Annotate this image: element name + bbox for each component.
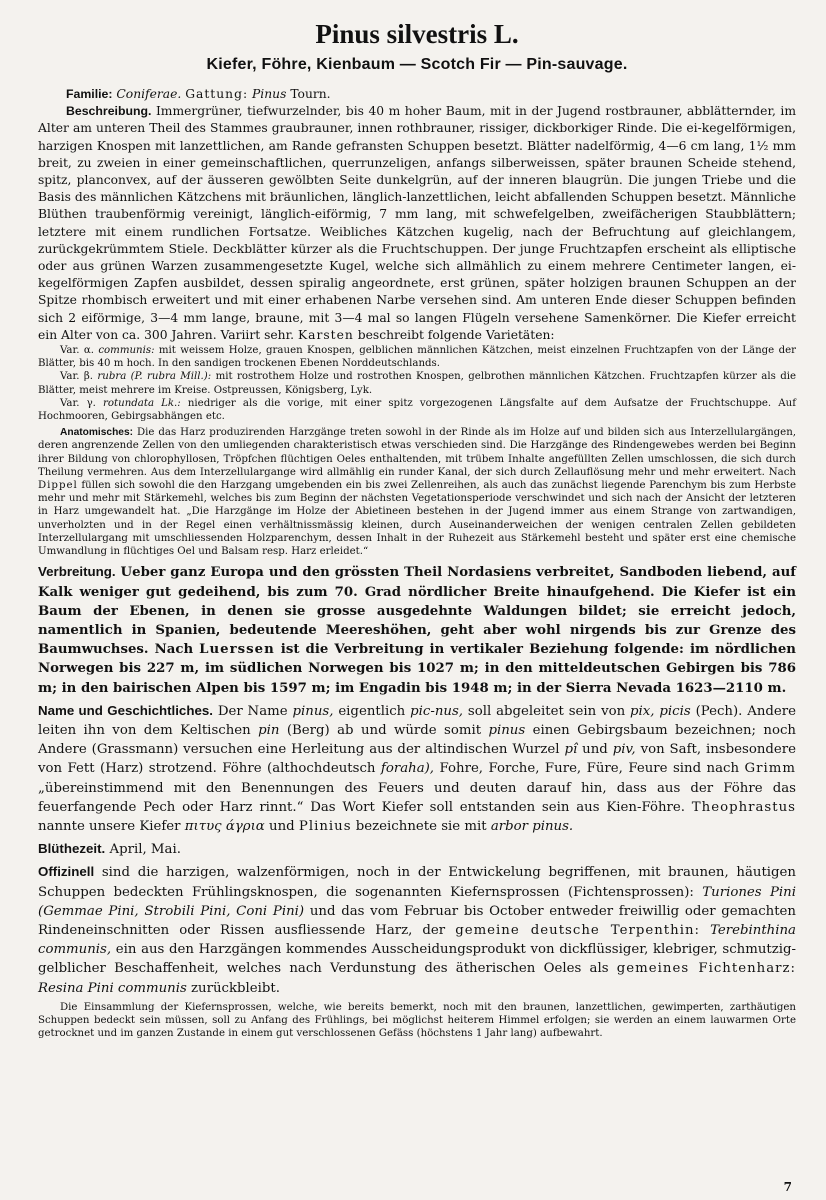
variety-item	[38, 344, 796, 370]
variety-text: mit weissem Holze, grauen Knospen, gelblichen männlichen Kätzchen, meist einzelnen Fruchtzapfen von der Länge der Blätter, bis 40 m hoch. In den sandigen trockenen Ebenen Norddeutschlands.	[38, 345, 796, 370]
bluethezeit-paragraph	[38, 839, 796, 859]
latin-term: pix, picis	[630, 703, 691, 719]
text-run: nannte unsere Kiefer	[38, 818, 181, 834]
variety-prefix: Var. γ.	[60, 397, 96, 409]
text-run: eigentlich	[338, 703, 406, 719]
offizinell-paragraph	[38, 862, 796, 997]
text-run: einen Gebirgsbaum bezeichnen; noch Andere (Grassmann) versuchen eine Herleitung aus der altindischen Wurzel	[38, 722, 796, 758]
familie-line	[38, 86, 796, 103]
beschreibung-karsten: Karsten	[297, 327, 354, 342]
verbreitung-text2: ist die Verbreitung in vertikaler Beziehung folgende: im nördlichen Norwegen bis 227 m, im südlichen Norwegen bis 1027 m; in den mitteldeutschen Gebirgen bis 786 m; in den bairischen Alpen bis 1597 m; im Engadin bis 1948 m; in der Sierra Nevada 1623—2110 m.	[38, 642, 796, 696]
latin-term: piv,	[612, 742, 636, 758]
text-run: „übereinstimmend mit den Benennungen des Feuers und deuten darauf hin, dass aus der Föhre das feuerfangende Pech oder Harz rinnt.“ Das Wort Kiefer soll entstanden sein aus Kien-Föhre.	[38, 780, 796, 815]
beschreibung-paragraph	[38, 103, 796, 344]
variety-text: mit rostrothem Holze und rostrothen Knospen, gelbrothen männlichen Kätzchen. Fruchtzapfen kürzer als die Blätter, meist mehrere im Kreise. Ostpreussen, Königsberg, Lyk.	[38, 371, 797, 396]
text-run: Fohre, Forche, Fure, Füre, Feure sind nach	[439, 761, 740, 777]
variety-item	[38, 397, 796, 423]
latin-term: pinus	[488, 722, 526, 738]
spaced-term: gemeine deutsche Terpenthin:	[455, 922, 701, 938]
gattung-author: Tourn.	[290, 87, 331, 101]
gattung-value: Pinus	[252, 87, 287, 101]
footnote-paragraph: Die Einsammlung der Kiefernsprossen, welche, wie bereits bemerkt, noch mit den braunen, lanzettlichen, gewimperten, zarthäutigen Schuppen bedeckt sein müssen, soll zu Anfang des Frühlings, bei möglichst heiterem Himmel erfolgen; sie werden an einem lauwarmen Orte getrocknet und im ganzen Zustande in einem gut verschlossenen Gefäss (höchstens 1 Jahr lang) aufbewahrt.	[38, 1001, 796, 1040]
latin-term: Terebinthina communis,	[38, 922, 796, 958]
beschreibung-text: Immergrüner, tiefwurzelnder, bis 40 m hoher Baum, mit in der Jugend rostbrauner, abblätternder, im Alter am unteren Theil des Stammes graubrauner, innen rothbrauner, rissiger, dickborkiger Rinde. Die ei-kegelförmigen, harzigen Knospen mit lanzettlichen, am Rande gefransten Schuppen besetzt. Blätter nadelförmig, 4—6 cm lang, 1½ mm breit, zu zweien in einer gemeinschaftlichen, querrunzeligen, anfangs silberweissen, später braunen Scheide stehend, spitz, planconvex, auf der äusseren gewölbten Seite dunkelgrün, auf der inneren blaugrün. Die jungen Triebe und die Basis des männlichen Kätzchens mit bräunlichen, länglich-lanzettlichen, leicht abfallenden Schuppen besetzt. Männliche Blüthen traubenförmig vereinigt, länglich-eiförmig, 7 mm lang, mit schwefelgelben, zweifächerigen Staubblättern; letztere mit einem rundlichen Fortsatze. Weibliches Kätzchen kugelig, nach der Befruchtung auf gleichlangem, zurückgekrümmtem Stiele. Deckblätter kürzer als die Fruchtschuppen. Der junge Fruchtzapfen erscheint als elliptische oder aus grünen Warzen zusammengesetzte Kugel, welche sich allmählich zu einem mehrere Centimeter langen, ei-kegelförmigen Zapfen ausbildet, dessen spiralig angeordnete, erst grünen, später holzigen braunen Schuppen an der Spitze rhombisch erweitert und mit einer erhabenen Narbe versehen sind. Am unteren Ende dieser Schuppen befinden sich 2 eiförmige, 3—4 mm lange, braune, mit 3—4 mal so langen Flügeln versehene Samenkörner. Die Kiefer erreicht ein Alter von ca. 300 Jahren. Variirt sehr.	[38, 104, 796, 342]
name-geschichte-heading: Name und Geschichtliches.	[38, 702, 213, 718]
greek-term: πιτυς άγρια	[184, 818, 265, 834]
text-run: von Saft, insbesondere von Fett (Harz) strotzend. Föhre (althochdeutsch	[38, 742, 797, 777]
variety-item	[38, 370, 796, 396]
variety-name: communis:	[98, 345, 155, 357]
text-run: und das vom Februar bis October entweder freiwillig oder gemachten Rindeneinschnitten oder Rissen ausfliessende Harz, der	[38, 903, 796, 938]
familie-label: Familie:	[66, 87, 113, 101]
author-name: Theophrastus	[691, 799, 796, 815]
latin-term: pinus,	[292, 703, 334, 719]
latin-term: arbor pinus.	[490, 818, 574, 834]
text-run: (Pech). Andere leiten ihn von dem Keltischen	[38, 703, 797, 738]
bluethezeit-heading: Blüthezeit.	[38, 841, 106, 857]
familie-value: Coniferae.	[116, 87, 182, 101]
verbreitung-luerssen: Luerssen	[199, 642, 275, 658]
text-run: sind die harzigen, walzenförmigen, noch in der Entwickelung begriffenen, mit braunen, häutigen Schuppen bedeckten Frühlingsknospen, die sogenannten Kiefernsprossen (Fichtensprossen):	[38, 865, 796, 900]
beschreibung-heading: Beschreibung.	[66, 104, 152, 119]
text-run: und	[269, 818, 295, 834]
page-title: Pinus silvestris L.	[315, 19, 519, 49]
bluethezeit-text: April, Mai.	[109, 842, 181, 858]
page-subtitle: Kiefer, Föhre, Kienbaum — Scotch Fir — Pin-sauvage.	[206, 56, 628, 73]
latin-term: Turiones Pini (Gemmae Pini, Strobili Pini, Coni Pini)	[38, 884, 796, 919]
variety-text: niedriger als die vorige, mit einer spitz vorgezogenen Längsfalte auf dem Aufsatze der Fruchtschuppe. Auf Hochmooren, Gebirgsabhängen etc.	[38, 397, 796, 423]
text-run: und	[582, 742, 608, 758]
spaced-term: gemeines Fichtenharz:	[616, 961, 796, 977]
variety-prefix: Var. α.	[60, 345, 94, 357]
latin-term: foraha),	[380, 761, 435, 777]
anatomisches-paragraph	[38, 426, 796, 558]
offizinell-heading: Offizinell	[38, 864, 95, 880]
text-run: (Berg) ab und würde somit	[286, 722, 482, 738]
anatomisches-text2: füllen sich sowohl die den Harzgang umgebenden ein bis zwei Zellenreihen, als auch das zunächst liegende Parenchym bis zum Herbste mehr und mehr mit Stärkemehl, welches bis zum Beginn der nächsten Vegetationsperiode verschwindet und sich nach der Ansicht der letzteren in Harz umgewandelt hat. „Die Harzgänge im Holze der Abietineen bestehen in der Jugend immer aus einem Strange von zartwandigen, unverholzten und in der Regel einen verhältnissmässig kleinen, durch Auseinanderweichen der wenigen centralen Zellen gebildeten Interzellulargang mit umschliessenden Holzparenchym, dessen Inhalt in der Ruhezeit aus Stärkemehl besteht und später erst eine chemische Umwandlung in flüchtiges Oel und Balsam resp. Harz erleidet.“	[38, 480, 796, 558]
text-run: zurückbleibt.	[191, 980, 280, 996]
page-number: 7	[783, 1180, 792, 1194]
anatomisches-text: Die das Harz produzirenden Harzgänge treten sowohl in der Rinde als im Holze auf und bilden sich aus Interzellulargängen, deren angrenzende Zellen von den umliegenden charakteristisch etwas verschieden sind. Die Harzgänge des Rindengewebes werden bei Beginn ihrer Bildung von chlorophyllosen, Tröpfchen flüchtigen Oeles enthaltenden, mit trübem Inhalte angefüllten Zellen umschlossen, die sich durch Theilung vermehren. Aus dem Interzellulargange wird allmählig ein runder Kanal, der sich durch Zellauflösung mehr und mehr erweitert. Nach	[38, 427, 796, 478]
variety-name: rubra (P. rubra Mill.):	[97, 371, 212, 383]
author-name: Grimm	[744, 761, 796, 777]
variety-prefix: Var. β.	[60, 371, 93, 383]
text-run: soll abgeleitet sein von	[467, 703, 626, 719]
anatomisches-heading: Anatomisches:	[60, 427, 134, 439]
latin-term: pic-nus,	[410, 703, 464, 719]
text-run: Der Name	[217, 703, 288, 719]
verbreitung-heading: Verbreitung.	[38, 564, 116, 580]
beschreibung-karsten-tail: beschreibt folgende Varietäten:	[357, 327, 555, 342]
text-run: bezeichnete sie mit	[355, 818, 487, 834]
verbreitung-text: Ueber ganz Europa und den grössten Theil Nordasiens verbreitet, Sandboden liebend, auf Kalk weniger gut gedeihend, bis zum 70. Grad nördlicher Breite hinaufgehend. Die Kiefer ist ein Baum der Ebenen, in denen sie grosse ausgedehnte Waldungen bildet; sie erreicht jedoch, namentlich in Spanien, bedeutende Meereshöhen, geht aber wohl nirgends bis zur Grenze des Baumwuchses. Nach	[38, 565, 796, 658]
name-geschichte-paragraph	[38, 701, 796, 836]
latin-term: pin	[258, 722, 280, 738]
variety-name: rotundata Lk.:	[103, 397, 181, 409]
text-run: ein aus den Harzgängen kommendes Ausscheidungsprodukt von dickflüssiger, klebriger, schmutzig-gelblicher Beschaffenheit, welches nach Verdunstung des ätherischen Oeles als	[38, 942, 797, 977]
author-name: Plinius	[298, 818, 352, 834]
anatomisches-dippel: Dippel	[38, 480, 78, 492]
latin-term: pî	[564, 742, 578, 758]
gattung-label: Gattung:	[185, 87, 249, 101]
latin-term: Resina Pini communis	[38, 980, 187, 996]
verbreitung-paragraph	[38, 562, 796, 697]
